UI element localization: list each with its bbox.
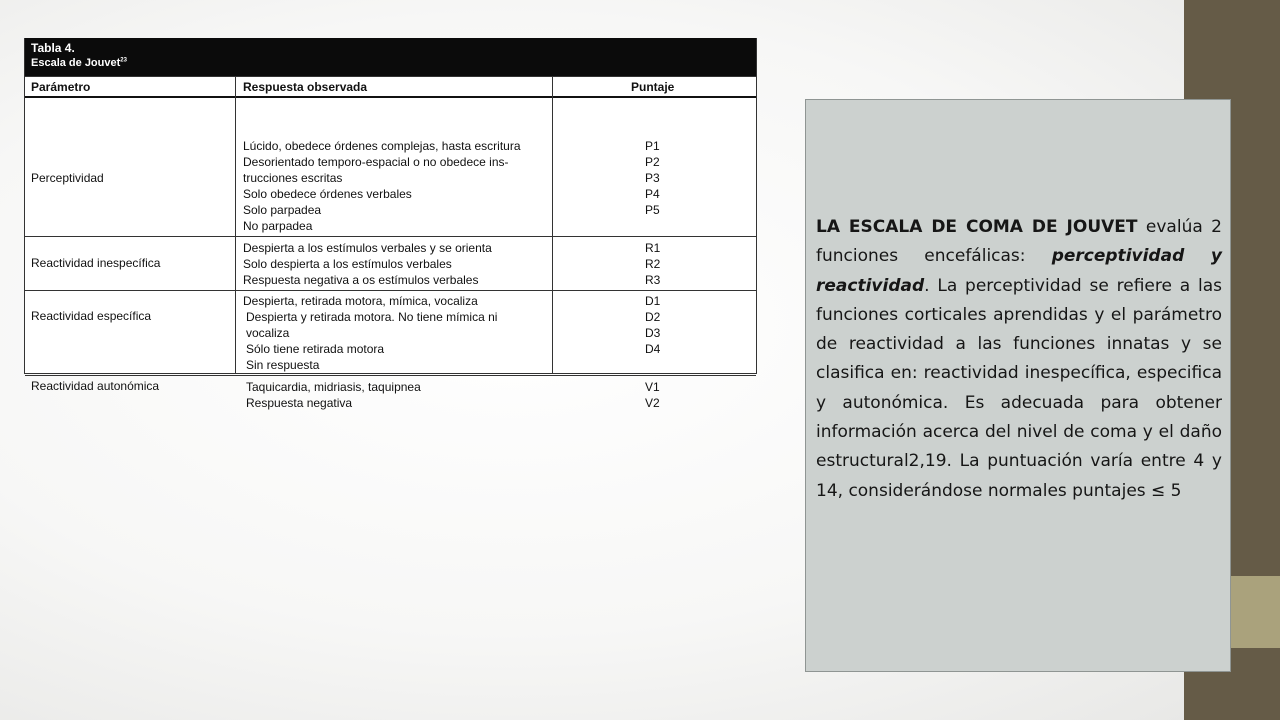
row-divider [25,236,756,237]
score-value: P1 [645,139,660,153]
score-value: P4 [645,187,660,201]
scores-perceptividad [645,138,660,218]
description-paragraph [816,213,1222,506]
parameter-reactividad-autonomica: Reactividad autonómica [31,379,160,393]
responses-perceptividad [243,138,521,234]
score-value: D3 [645,326,661,340]
table-title: Tabla 4. [31,41,75,55]
response-line: No parpadea [243,219,313,233]
column-divider [552,76,553,373]
score-value: R1 [645,241,661,255]
response-line: trucciones escritas [243,171,343,185]
scores-reactividad-autonomica [645,379,660,411]
responses-reactividad-especifica [243,293,497,373]
response-line: Desorientado temporo-espacial o no obedece ins- [243,155,509,169]
column-header-respuesta: Respuesta observada [243,80,368,94]
score-value: P3 [645,171,660,185]
row-divider [25,76,756,77]
response-line: Despierta y retirada motora. No tiene mímica ni [246,310,498,324]
response-line: Respuesta negativa a os estímulos verbales [243,273,479,287]
response-line: vocaliza [246,326,290,340]
column-header-puntaje: Puntaje [631,80,675,94]
parameter-reactividad-inespecifica: Reactividad inespecífica [31,256,161,270]
score-value: V1 [645,380,660,394]
score-value: D4 [645,342,661,356]
response-line: Sólo tiene retirada motora [246,342,385,356]
header-divider [25,96,756,98]
responses-reactividad-autonomica [243,379,421,411]
table-subtitle: Escala de Jouvet$^{23}$ [31,57,127,69]
parameter-perceptividad: Perceptividad [31,171,104,185]
table-header-band [25,38,756,76]
row-divider [25,290,756,291]
score-value: R2 [645,257,661,271]
responses-reactividad-inespecifica [243,240,492,288]
jouvet-scale-table [24,38,757,410]
description-text-part1: evalúa 2 funciones encefálicas: [816,217,1222,267]
response-line: Respuesta negativa [246,396,353,410]
score-value: D1 [645,294,661,308]
response-line: Sin respuesta [246,358,320,372]
scores-reactividad-inespecifica [645,240,660,288]
column-header-parametro: Parámetro [31,80,91,94]
description-text-part2: . La perceptividad se refiere a las funciones corticales aprendidas y el parámetro de reactividad a las funciones innatas y se clasifica en: reactividad inespecífica, especifica y autonómica. Es adecuada para obtener información acerca del nivel de coma y el daño estructural2,19. La puntuación varía entre 4 y 14, considerándose normales puntajes ≤ 5 [816,275,1222,501]
table-grid [25,76,756,410]
score-value: D2 [645,310,661,324]
row-divider [25,375,756,376]
response-line: Solo parpadea [243,203,322,217]
description-emphasis: perceptividad y reactividad [816,246,1223,296]
response-line: Taquicardia, midriasis, taquipnea [246,380,421,394]
description-heading: LA ESCALA DE COMA DE JOUVET [816,217,1138,237]
response-line: Despierta, retirada motora, mímica, vocaliza [243,294,478,308]
response-line: Despierta a los estímulos verbales y se orienta [243,241,492,255]
score-value: P5 [645,203,660,217]
response-line: Solo despierta a los estímulos verbales [243,257,452,271]
description-panel [805,99,1231,672]
column-divider [235,76,236,373]
response-line: Solo obedece órdenes verbales [243,187,412,201]
score-value: V2 [645,396,660,410]
response-line: Lúcido, obedece órdenes complejas, hasta escritura [243,139,521,153]
table-subtitle-ref: 23 [120,57,127,64]
score-value: P2 [645,155,660,169]
score-value: R3 [645,273,661,287]
scores-reactividad-especifica [645,293,660,357]
parameter-reactividad-especifica: Reactividad específica [31,309,152,323]
decorative-accent-block [1230,576,1280,648]
